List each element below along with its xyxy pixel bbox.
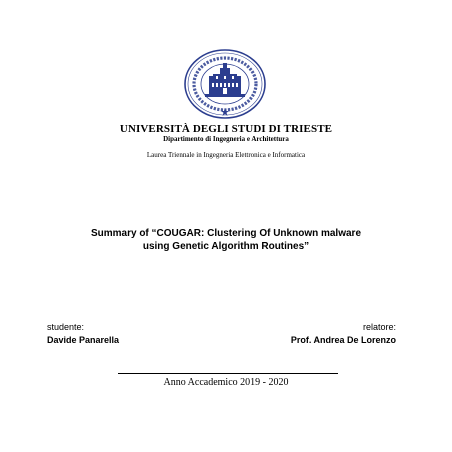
thesis-title-line-2: using Genetic Algorithm Routines”: [142, 241, 310, 252]
thesis-title-line-1: Summary of “COUGAR: Clustering Of Unknown malware: [90, 228, 362, 239]
signature-rule: [118, 373, 338, 374]
supervisor-label: relatore:: [362, 322, 396, 332]
thesis-title: [0, 227, 452, 253]
seal-graphic: [183, 48, 267, 120]
student-label: studente:: [47, 322, 85, 332]
supervisor-block: [291, 321, 396, 347]
supervisor-name: Prof. Andrea De Lorenzo: [290, 335, 396, 345]
department-name: Dipartimento di Ingegneria e Architettura: [163, 135, 289, 143]
student-block: [47, 321, 119, 347]
degree-program: Laurea Triennale in Ingegneria Elettronica e Informatica: [146, 151, 306, 159]
university-name: UNIVERSITÀ DEGLI STUDI DI TRIESTE: [119, 123, 333, 135]
university-seal-icon: [183, 48, 267, 120]
academic-year: Anno Accademico 2019 - 2020: [163, 377, 289, 388]
student-name: Davide Panarella: [47, 335, 120, 345]
